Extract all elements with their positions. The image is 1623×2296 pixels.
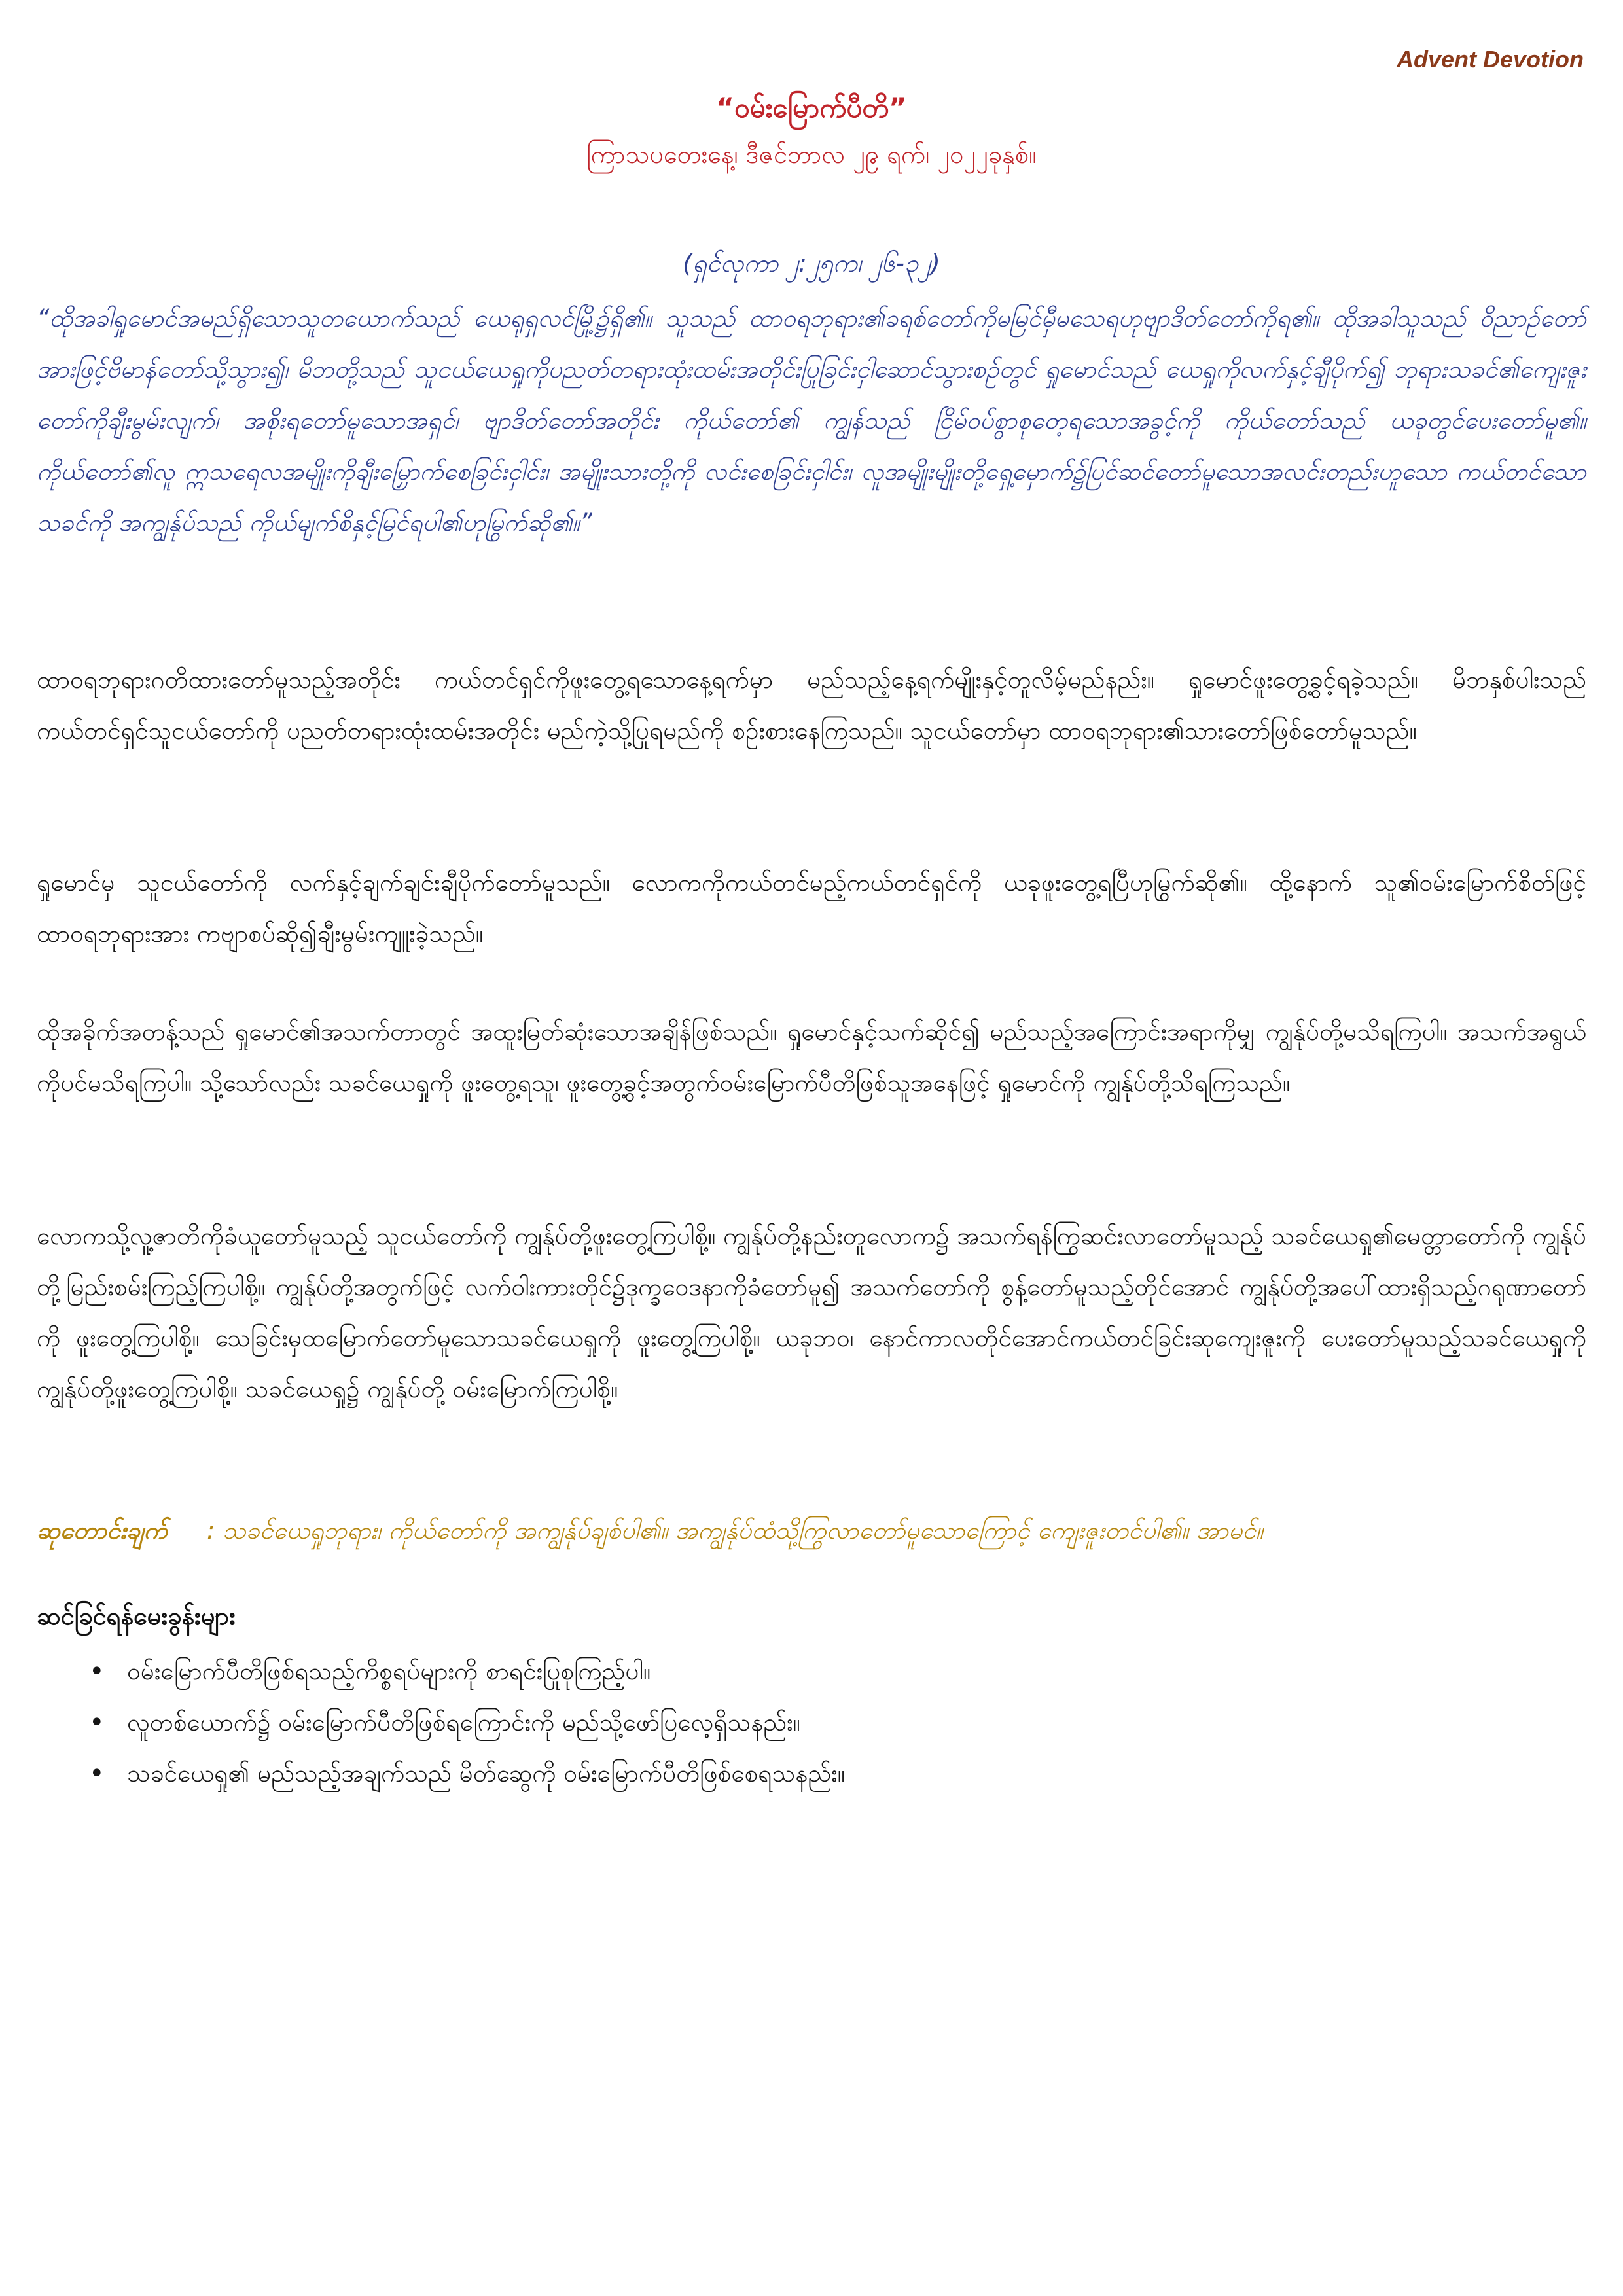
prayer-label: ဆုတောင်းချက်: [37, 1516, 168, 1545]
reflection-questions-list: [37, 1646, 1586, 1799]
bullet-icon: •: [89, 1708, 105, 1738]
question-text: ဝမ်းမြောက်ပီတိဖြစ်ရသည့်ကိစ္စရပ်များကို စာရင်းပြုစုကြည့်ပါ။: [127, 1657, 651, 1685]
question-text: လူတစ်ယောက်၌ ဝမ်းမြောက်ပီတိဖြစ်ရကြောင်းကို မည်သို့ဖော်ပြလေ့ရှိသနည်း။: [127, 1708, 800, 1736]
reflection-questions-title: ဆင်ခြင်ရန်မေးခွန်းများ: [37, 1602, 236, 1630]
bullet-icon: •: [89, 1657, 105, 1687]
body-paragraph-1: ထာဝရဘုရားဂတိထားတော်မူသည့်အတိုင်း ကယ်တင်ရှင်ကိုဖူးတွေ့ရသောနေ့ရက်မှာ မည်သည့်နေ့ရက်မျိုးနှင့်တူလိမ့်မည်နည်း။ ရှုမောင်ဖူးတွေ့ခွင့်ရခဲ့သည်။ မိဘနှစ်ပါးသည် ကယ်တင်ရှင်သူငယ်တော်ကို ပညတ်တရားထုံးထမ်းအတိုင်း မည်ကဲ့သို့ပြုရမည်ကို စဉ်းစားနေကြသည်။ သူငယ်တော်မှာ ထာဝရဘုရား၏သားတော်ဖြစ်တော်မူသည်။: [37, 666, 1586, 745]
body-paragraph-3: ထိုအခိုက်အတန့်သည် ရှုမောင်၏အသက်တာတွင် အထူးမြတ်ဆုံးသောအချိန်ဖြစ်သည်။ ရှုမောင်နှင့်သက်ဆိုင်၍ မည်သည့်အကြောင်းအရာကိုမျှ ကျွန်ုပ်တို့မသိရကြပါ။ အသက်အရွယ်ကိုပင်မသိရကြပါ။ သို့သော်လည်း သခင်ယေရှုကို ဖူးတွေ့ရသူ၊ ဖူးတွေ့ခွင့်အတွက်ဝမ်းမြောက်ပီတိဖြစ်သူအနေဖြင့် ရှုမောင်ကို ကျွန်ုပ်တို့သိရကြသည်။: [37, 1018, 1586, 1097]
scripture-passage: “ထိုအခါရှုမောင်အမည်ရှိသောသူတယောက်သည် ယေရုရှလင်မြို့၌ရှိ၏။ သူသည် ထာဝရဘုရား၏ခရစ်တော်ကိုမမြင်မှီမသေရဟုဗျာဒိတ်တော်ကိုရ၏။ ထိုအခါသူသည် ဝိညာဉ်တော်အားဖြင့်ဗိမာန်တော်သို့သွား၍၊ မိဘတို့သည် သူငယ်ယေရှုကိုပညတ်တရားထုံးထမ်းအတိုင်းပြုခြင်းငှါဆောင်သွားစဉ်တွင် ရှုမောင်သည် ယေရှုကိုလက်နှင့်ချီပိုက်၍ ဘုရားသခင်၏ကျေးဇူးတော်ကိုချီးမွမ်းလျက်၊ အစိုးရတော်မူသောအရှင်၊ ဗျာဒိတ်တော်အတိုင်း ကိုယ်တော်၏ ကျွန်သည် ငြိမ်ဝပ်စွာစုတေ့ရသောအခွင့်ကို ကိုယ်တော်သည် ယခုတွင်ပေးတော်မူ၏။ ကိုယ်တော်၏လူ ဣသရေလအမျိုးကိုချီးမြှောက်စေခြင်းငှါင်း၊ အမျိုးသားတို့ကို လင်းစေခြင်းငှါင်း၊ လူအမျိုးမျိုးတို့ရှေ့မှောက်၌ပြင်ဆင်တော်မူသောအလင်းတည်းဟူသော ကယ်တင်သောသခင်ကို အကျွန်ုပ်သည် ကိုယ်မျက်စိနှင့်မြင်ရပါ၏ဟုမြွက်ဆို၏။”: [37, 304, 1586, 537]
prayer-colon: :: [206, 1516, 215, 1545]
devotion-date: ကြာသပတေးနေ့၊ ဒီဇင်ဘာလ ၂၉ ရက်၊ ၂၀၂၂ခုနှစ်။: [586, 140, 1037, 169]
scripture-reference: (ရှင်လုကာ ၂:၂၅က၊ ၂၆-၃၂): [683, 249, 940, 278]
list-item: [37, 1748, 1586, 1799]
question-text: သခင်ယေရှု၏ မည်သည့်အချက်သည် မိတ်ဆွေကို ဝမ်းမြောက်ပီတိဖြစ်စေရသနည်း။: [127, 1759, 845, 1787]
prayer-text: သခင်ယေရှုဘုရား၊ ကိုယ်တော်ကို အကျွန်ုပ်ချစ်ပါ၏။ အကျွန်ုပ်ထံသို့ကြွလာတော်မူသောကြောင့် ကျေးဇူးတင်ပါ၏။ အာမင်။: [223, 1516, 1263, 1545]
list-item: [37, 1697, 1586, 1748]
advent-devotion-tag: Advent Devotion: [1396, 46, 1584, 73]
body-paragraph-2: ရှုမောင်မှ သူငယ်တော်ကို လက်နှင့်ချက်ချင်းချီပိုက်တော်မူသည်။ လောကကိုကယ်တင်မည့်ကယ်တင်ရှင်ကို ယခုဖူးတွေ့ရပြီဟုမြွက်ဆို၏။ ထို့နောက် သူ၏ဝမ်းမြောက်စိတ်ဖြင့် ထာဝရဘုရားအား ကဗျာစပ်ဆို၍ချီးမွမ်းကျူးခဲ့သည်။: [37, 869, 1586, 948]
body-paragraph-4: လောကသို့လူ့ဇာတိကိုခံယူတော်မူသည့် သူငယ်တော်ကို ကျွန်ုပ်တို့ဖူးတွေ့ကြပါစို့။ ကျွန်ုပ်တို့နည်းတူလောက၌ အသက်ရန်ကြွဆင်းလာတော်မူသည့် သခင်ယေရှု၏မေတ္တာတော်ကို ကျွန်ုပ်တို့မြည်းစမ်းကြည့်ကြပါစို့။ ကျွန်ုပ်တို့အတွက်ဖြင့် လက်ဝါးကားတိုင်၌ဒုက္ခဝေဒနာကိုခံတော်မူ၍ အသက်တော်ကို စွန့်တော်မူသည့်တိုင်အောင် ကျွန်ုပ်တို့အပေါ်ထားရှိသည့်ဂရုဏာတော်ကို ဖူးတွေ့ကြပါစို့။ သေခြင်းမှထမြောက်တော်မူသောသခင်ယေရှုကို ဖူးတွေ့ကြပါစို့။ ယခုဘဝ၊ နောင်ကာလတိုင်အောင်ကယ်တင်ခြင်းဆုကျေးဇူးကို ပေးတော်မူသည့်သခင်ယေရှုကို ကျွန်ုပ်တို့ဖူးတွေ့ကြပါစို့။ သခင်ယေရှု၌ ကျွန်ုပ်တို့ ဝမ်းမြောက်ကြပါစို့။: [37, 1222, 1586, 1403]
prayer-section: [37, 1505, 1586, 1556]
bullet-icon: •: [89, 1759, 105, 1789]
devotion-title: “ဝမ်းမြောက်ပီတိ”: [716, 92, 907, 124]
list-item: [37, 1646, 1586, 1697]
